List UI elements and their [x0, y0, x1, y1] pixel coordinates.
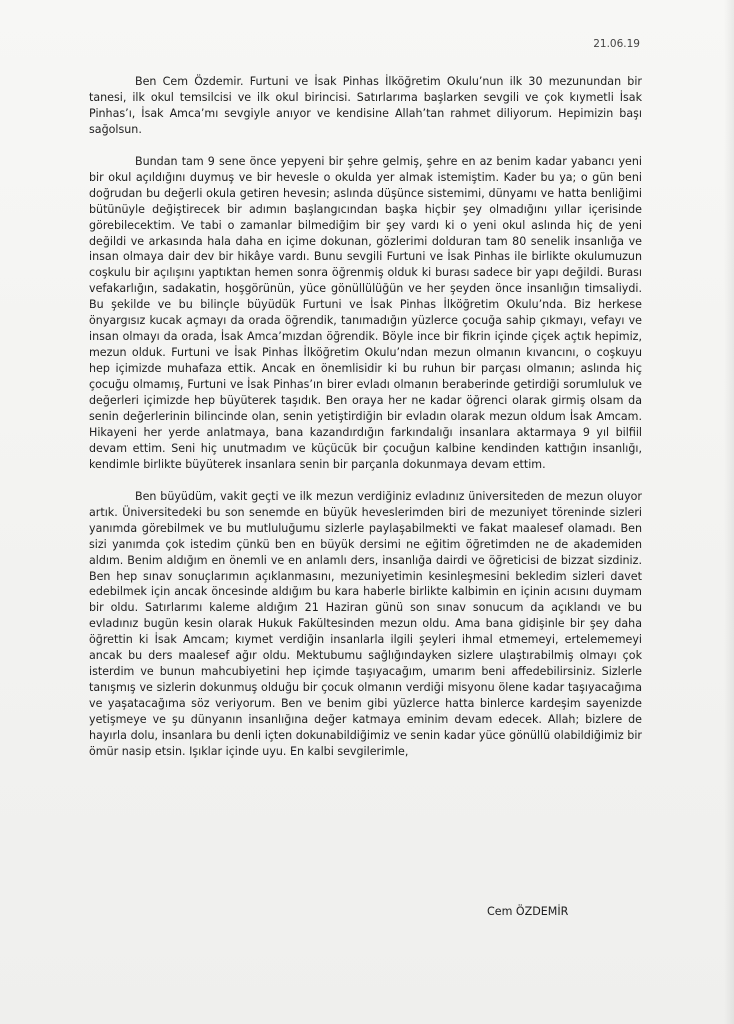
paragraph-intro: Ben Cem Özdemir. Furtuni ve İsak Pinhas İlköğretim Okulu’nun ilk 30 mezunundan bir tanesi, ilk okul temsilcisi ve ilk okul birincisi. Satırlarıma başlarken sevgili ve çok kıymetli İsak Pinhas’ı, İsak Amca’mı sevgiyle anıyor ve kendisine Allah’tan rahmet diliyorum. Hepimizin başı sağolsun.	[89, 75, 642, 136]
letter-date: 21.06.19	[593, 38, 640, 50]
paragraph-story: Bundan tam 9 sene önce yepyeni bir şehre gelmiş, şehre en az benim kadar yabancı yeni bir okul açıldığını duymuş ve bir hevesle o okulda yer almak istemiştim. Kader bu ya; o gün beni doğrudan bu değerli okula getiren hevesin; aslında düşünce sistemimi, dünyamı ve hatta benliğimi bütünüyle değiştirecek bir adımın başlangıcından başka hiçbir şey olmadığını yıllar içerisinde görebilecektim. Ve tabi o zamanlar bilmediğim bir şey vardı ki o yeni okul aslında hiç de yeni değildi ve arkasında hala daha en içime dokunan, gözlerimi dolduran tam 80 senelik insanlığa ve insan olmaya dair dev bir hikâye vardı. Bunu sevgili Furtuni ve İsak Pinhas ile birlikte okulumuzun coşkulu bir açılışını yaptıktan hemen sonra öğrenmiş olduk ki burası sadece bir yapı değildi. Burası vefakarlığın, sadakatin, hoşgörünün, yüce gönüllülüğün ve her şeyden önce insanlığın timsaliydi. Bu şekilde ve bu bilinçle büyüdük Furtuni ve İsak Pinhas İlköğretim Okulu’nda. Biz herkese önyargısız kucak açmayı da orada öğrendik, tanımadığın yüzlerce çocuğa sahip çıkmayı, vefayı ve insan olmayı da orada, İsak Amca’mızdan öğrendik. Böyle ince bir fikrin içinde çiçek açtık hepimiz, mezun olduk. Furtuni ve İsak Pinhas İlköğretim Okulu’ndan mezun olmanın kıvancını, o coşkuyu hep içimizde muhafaza ettik. Ancak en önemlisidir ki bu ruhun bir parçası olmanın; aslında hiç çocuğu olmamış, Furtuni ve İsak Pinhas’ın birer evladı olmanın beraberinde getirdiği sorumluluk ve değerleri içimizde hep büyüterek taşıdık. Ben oraya her ne kadar öğrenci olarak girmiş olsam da senin değerlerinin bilincinde olan, senin yetiştirdiğin bir evladın olarak mezun oldum İsak Amcam. Hikayeni her yerde anlatmaya, bana kazandırdığın farkındalığı insanlara aktarmaya 9 yıl bilfiil devam ettim. Seni hiç unutmadım ve küçücük bir çocuğun kalbine kendinden kattığın insanlığı, kendimle birlikte büyüterek insanlara senin bir parçanla dokunmaya devam ettim.	[89, 154, 642, 471]
paragraph-farewell: Ben büyüdüm, vakit geçti ve ilk mezun verdiğiniz evladınız üniversiteden de mezun oluyor artık. Üniversitedeki bu son senemde en büyük heveslerimden biri de mezuniyet töreninde sizleri yanımda görebilmek ve bu mutluluğumu sizlerle paylaşabilmekti ve fakat maalesef olamadı. Ben sizi yanımda çok istedim çünkü ben en büyük dersimi ne eğitim öğretimden ne de akademiden aldım. Benim aldığım en önemli ve en anlamlı ders, insanlığa dairdi ve öğreticisi de bizzat sizdiniz. Ben hep sınav sonuçlarımın açıklanmasını, mezuniyetimin kesinleşmesini bekledim sizleri davet edebilmek için ancak öncesinde aldığım bu kara haberle birlikte kalbimin en içinin acısını duymam bir oldu. Satırlarımı kaleme aldığım 21 Haziran günü son sınav sonucum da açıklandı ve bu evladınız bugün kesin olarak Hukuk Fakültesinden mezun oldu. Ama bana gidişinle bir şey daha öğrettin ki İsak Amcam; kıymet verdiğin insanlarla ilgili şeyleri ihmal etmemeyi, ertelememeyi ancak bu ders maalesef ağır oldu. Mektubumu sağlığındayken sizlere ulaştırabilmiş olmayı çok isterdim ve bunun mahcubiyetini hep içimde taşıyacağım, umarım beni affedebilirsiniz. Sizlerle tanışmış ve sizlerin dokunmuş olduğu bir çocuk olmanın verdiği misyonu ölene kadar taşıyacağıma ve yaşatacağıma söz veriyorum. Ben ve benim gibi yüzlerce hatta binlerce kardeşim sayenizde yetişmeye ve şu dünyanın insanlığına değer katmaya eminim devam edecek. Allah; bizlere de hayırla dolu, insanlara bu denli içten dokunabildiğimiz ve senin kadar yüce gönüllü olabildiğimiz bir ömür nasip etsin. Işıklar içinde uyu. En kalbi sevgilerimle,	[89, 489, 642, 758]
letter-body	[89, 74, 642, 760]
signature: Cem ÖZDEMİR	[487, 905, 569, 918]
page-edge-shadow	[724, 0, 734, 1024]
